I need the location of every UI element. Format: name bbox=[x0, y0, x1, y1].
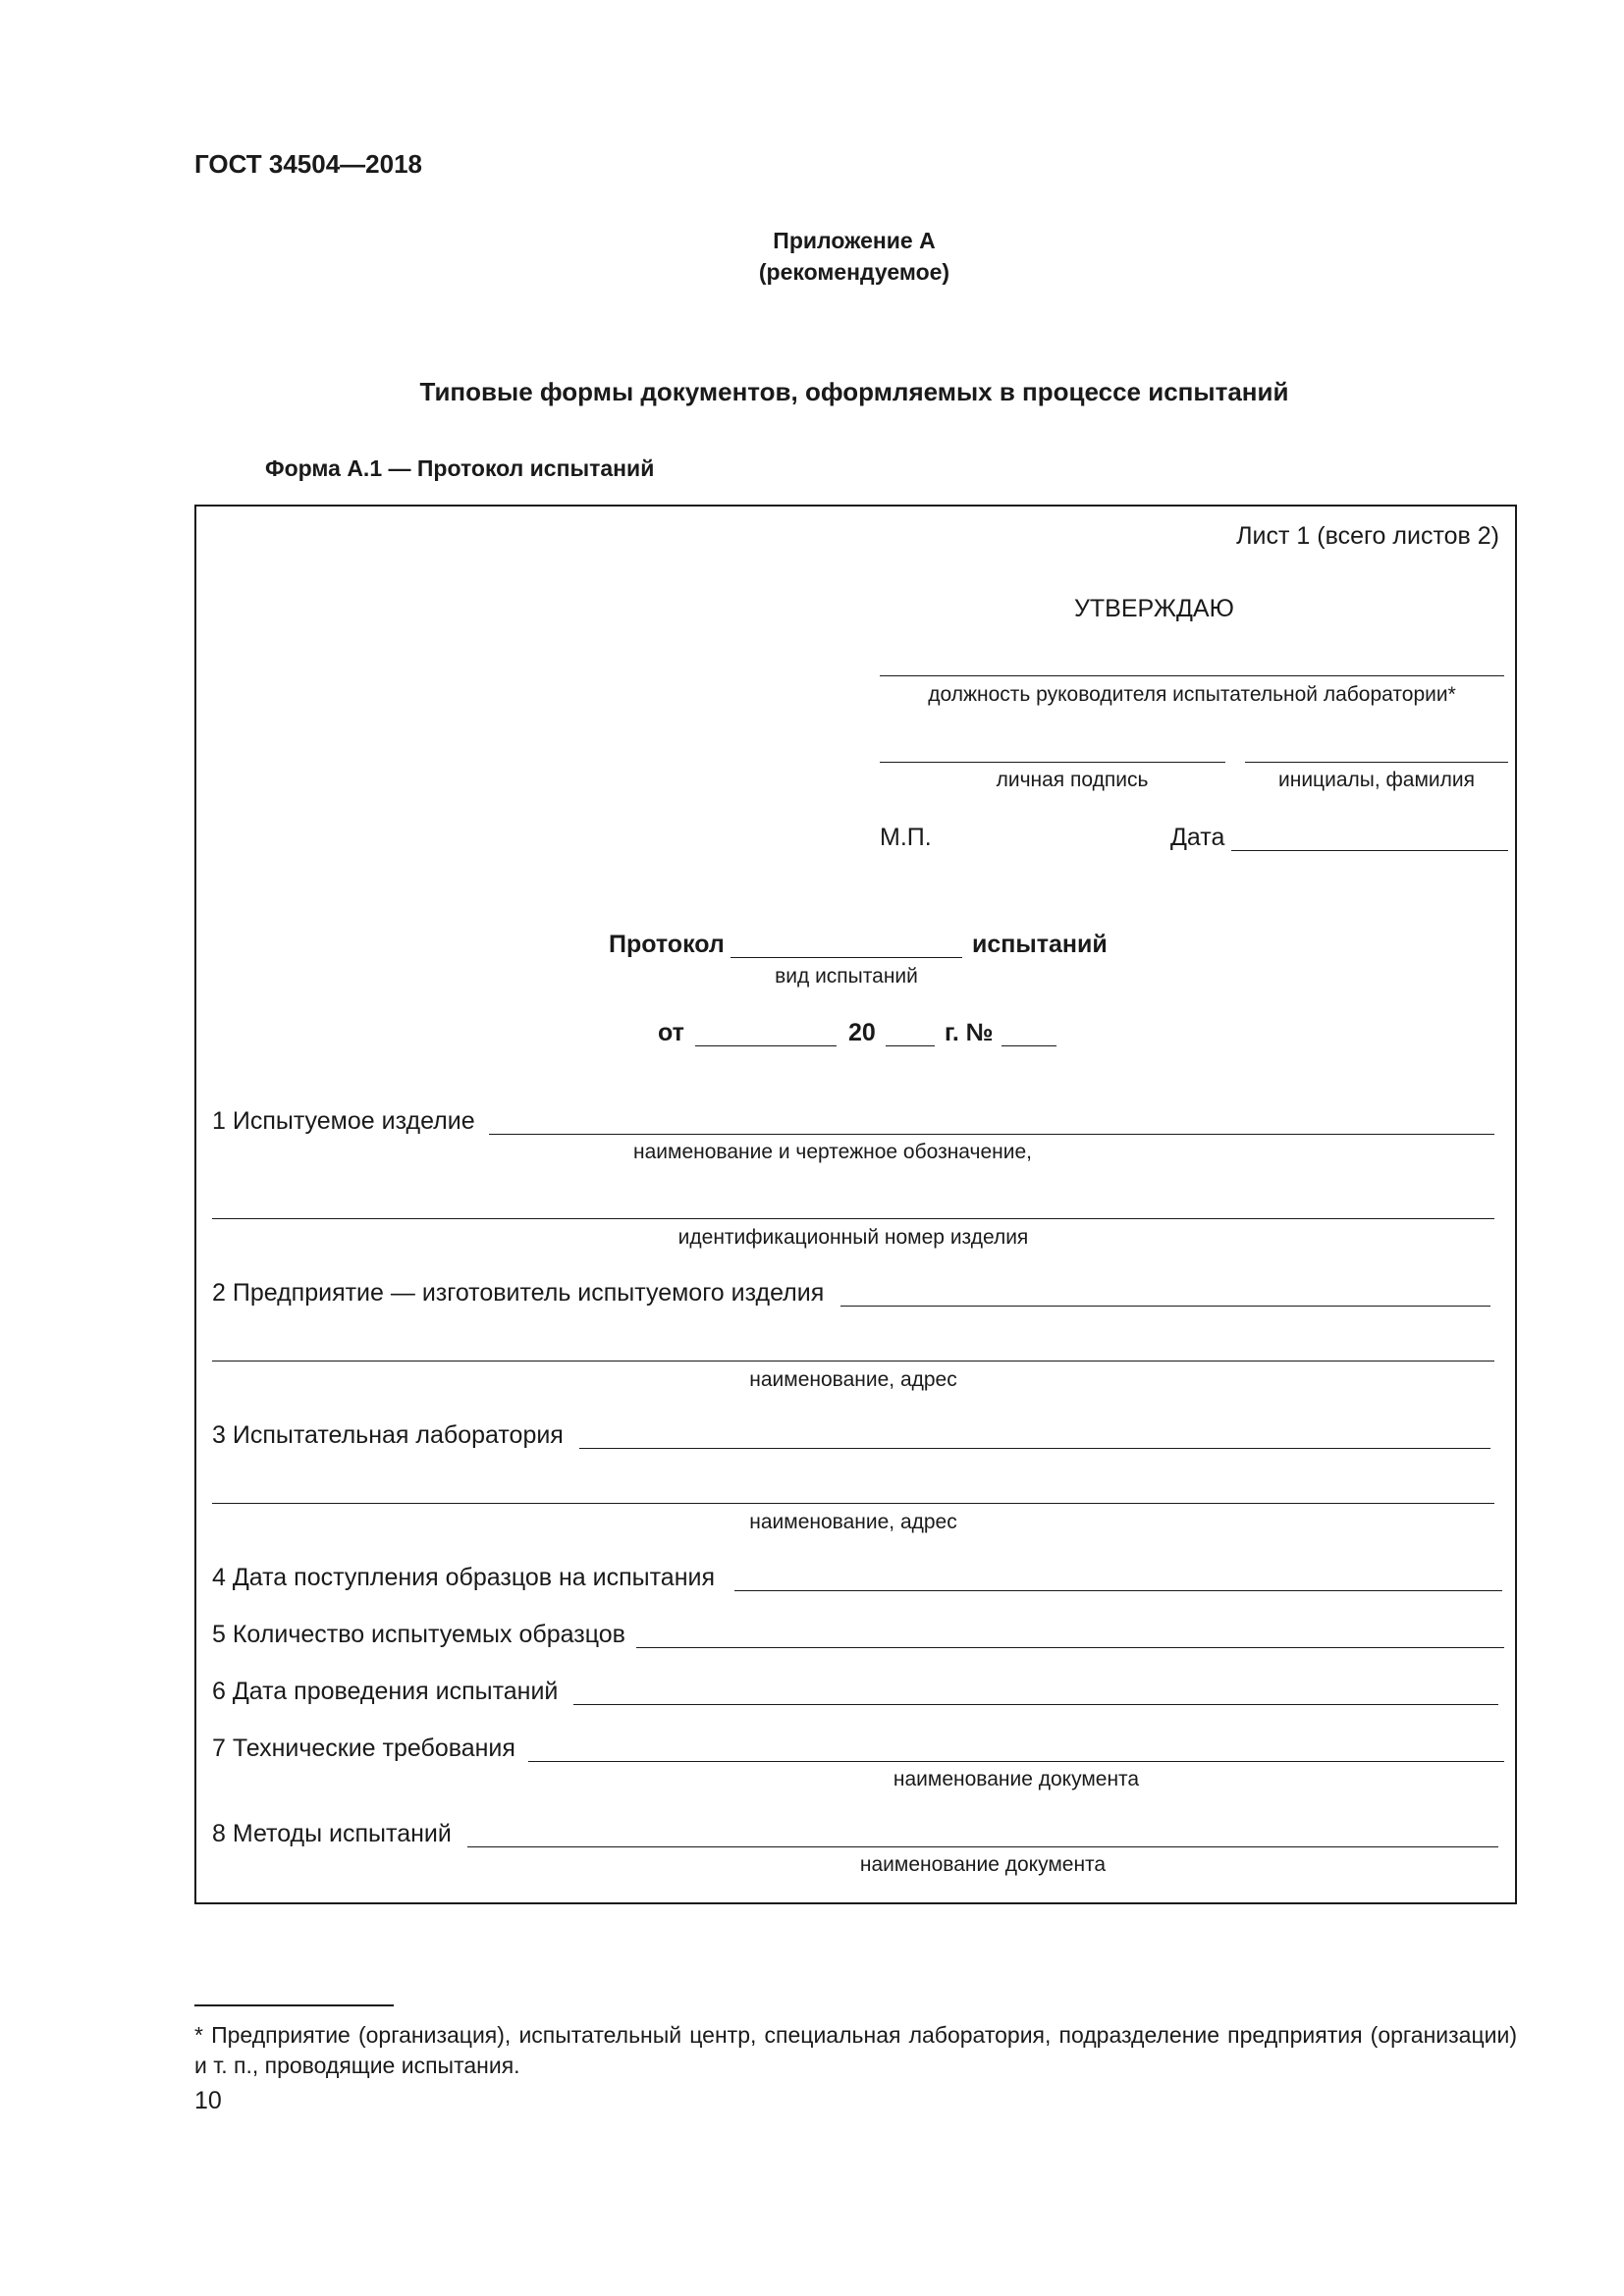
date-label: Дата bbox=[1170, 824, 1225, 851]
item-1-hint-2: идентификационный номер изделия bbox=[677, 1226, 1029, 1249]
item-3-line-2[interactable] bbox=[212, 1503, 1494, 1504]
position-line[interactable] bbox=[880, 675, 1504, 676]
item-2-hint: наименование, адрес bbox=[749, 1368, 957, 1391]
name-hint: инициалы, фамилия bbox=[1278, 769, 1475, 791]
year-line[interactable] bbox=[886, 1045, 935, 1046]
signature-hint: личная подпись bbox=[996, 769, 1149, 791]
footnote-divider bbox=[194, 2004, 394, 2006]
item-3-hint: наименование, адрес bbox=[749, 1511, 957, 1533]
page-number: 10 bbox=[194, 2087, 222, 2114]
signature-line[interactable] bbox=[880, 762, 1225, 763]
test-type-hint: вид испытаний bbox=[775, 965, 918, 988]
from-word: от bbox=[658, 1019, 684, 1046]
protocol-word: Протокол bbox=[609, 931, 725, 958]
item-8-line[interactable] bbox=[467, 1846, 1498, 1847]
name-line[interactable] bbox=[1245, 762, 1508, 763]
protocol-number-line[interactable] bbox=[1001, 1045, 1056, 1046]
approve-label: УТВЕРЖДАЮ bbox=[1074, 595, 1234, 622]
appendix-title: Приложение А bbox=[773, 228, 936, 253]
item-3-line[interactable] bbox=[579, 1448, 1490, 1449]
seal-label: М.П. bbox=[880, 824, 932, 851]
section-title: Типовые формы документов, оформляемых в процессе испытаний bbox=[419, 377, 1289, 406]
year-prefix: 20 bbox=[848, 1019, 876, 1046]
item-1-label: 1 Испытуемое изделие bbox=[212, 1107, 475, 1135]
item-4-label: 4 Дата поступления образцов на испытания bbox=[212, 1564, 715, 1591]
tests-word: испытаний bbox=[972, 931, 1108, 958]
item-2-label: 2 Предприятие — изготовитель испытуемого изделия bbox=[212, 1279, 825, 1307]
item-6-line[interactable] bbox=[573, 1704, 1498, 1705]
test-type-line[interactable] bbox=[731, 957, 962, 958]
item-7-label: 7 Технические требования bbox=[212, 1735, 515, 1762]
item-1-hint: наименование и чертежное обозначение, bbox=[633, 1141, 1032, 1163]
appendix-status: (рекомендуемое) bbox=[758, 259, 950, 285]
item-1-line-2[interactable] bbox=[212, 1218, 1494, 1219]
item-3-label: 3 Испытательная лаборатория bbox=[212, 1421, 564, 1449]
approval-date-line[interactable] bbox=[1231, 850, 1508, 851]
item-7-line[interactable] bbox=[528, 1761, 1504, 1762]
item-6-label: 6 Дата проведения испытаний bbox=[212, 1678, 559, 1705]
item-2-line[interactable] bbox=[840, 1306, 1490, 1307]
footnote: * Предприятие (организация), испытательный центр, специальная лаборатория, подразделение предприятия (организации) и т. п., проводящие испытания. bbox=[194, 2022, 1517, 2078]
protocol-form-frame bbox=[194, 505, 1517, 1904]
document-header: ГОСТ 34504—2018 bbox=[194, 149, 422, 179]
number-label: г. № bbox=[945, 1019, 994, 1046]
item-8-hint: наименование документа bbox=[859, 1853, 1107, 1876]
item-8-label: 8 Методы испытаний bbox=[212, 1820, 452, 1847]
item-7-hint: наименование документа bbox=[893, 1768, 1140, 1790]
item-1-line[interactable] bbox=[489, 1134, 1494, 1135]
item-5-line[interactable] bbox=[636, 1647, 1504, 1648]
item-2-line-2[interactable] bbox=[212, 1361, 1494, 1362]
form-caption: Форма А.1 — Протокол испытаний bbox=[265, 455, 655, 481]
item-5-label: 5 Количество испытуемых образцов bbox=[212, 1621, 625, 1648]
position-hint: должность руководителя испытательной лаборатории* bbox=[928, 683, 1456, 706]
sheet-counter: Лист 1 (всего листов 2) bbox=[1236, 522, 1499, 550]
item-4-line[interactable] bbox=[734, 1590, 1502, 1591]
protocol-date-line[interactable] bbox=[695, 1045, 837, 1046]
